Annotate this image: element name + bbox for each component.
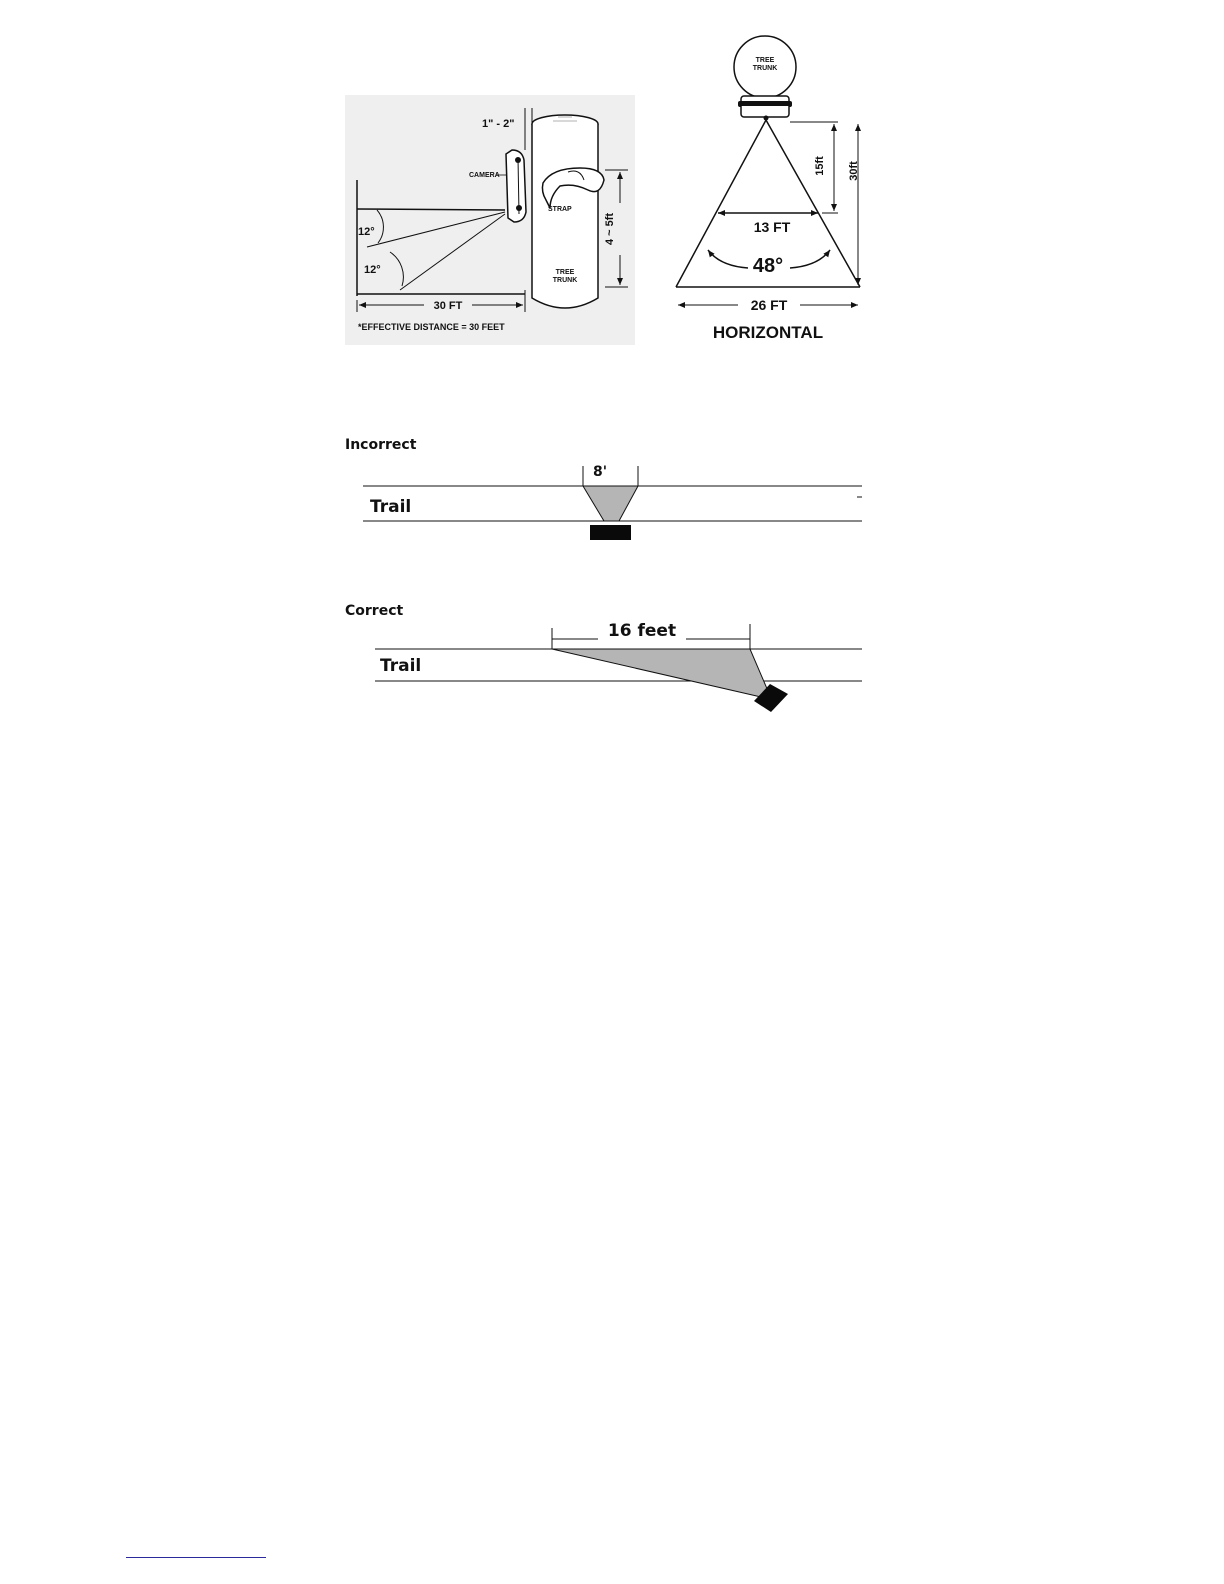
incorrect-camera (590, 525, 631, 540)
incorrect-width-label: 8' (593, 464, 608, 480)
camera-bolt-bottom (516, 205, 522, 211)
top-view-camera (741, 96, 789, 117)
correct-detection-zone (552, 649, 771, 698)
fov-angle-label: 48° (752, 255, 784, 277)
incorrect-placement-diagram (345, 437, 862, 540)
incorrect-heading: Incorrect (345, 437, 417, 453)
correct-heading: Correct (345, 603, 404, 619)
side-view-diagram (345, 95, 635, 345)
near-depth-label: 15ft (814, 156, 826, 176)
footer-rule (126, 1557, 266, 1558)
strap-label: STRAP (548, 206, 572, 213)
far-width-label: 26 FT (750, 297, 788, 313)
horizontal-caption: HORIZONTAL (712, 323, 824, 342)
far-depth-label: 30ft (848, 161, 860, 181)
top-view-diagram (676, 36, 860, 342)
top-detection-ray (357, 209, 505, 210)
top-trunk-label-line2: TRUNK (752, 65, 778, 72)
camera-lens (764, 116, 769, 121)
distance-label: 30 FT (433, 300, 463, 312)
gap-label: 1" - 2" (482, 118, 515, 130)
top-view-camera-band (741, 101, 789, 106)
correct-width-label: 16 feet (607, 621, 677, 641)
angle-bottom-label: 12° (364, 264, 381, 276)
angle-arc-right (790, 250, 830, 268)
effective-distance-note: *EFFECTIVE DISTANCE = 30 FEET (358, 322, 505, 332)
correct-placement-diagram (345, 603, 862, 712)
top-trunk-label-line1: TREE (755, 57, 775, 64)
height-label: 4 ~ 5ft (604, 212, 616, 246)
trunk-label-line1: TREE (555, 269, 575, 276)
camera-bolt-top (515, 157, 521, 163)
near-width-label: 13 FT (753, 219, 791, 235)
incorrect-trail-label: Trail (370, 497, 412, 517)
angle-arc-left (708, 250, 748, 268)
trunk-label-line2: TRUNK (552, 277, 578, 284)
correct-trail-label: Trail (380, 656, 422, 676)
incorrect-detection-zone (583, 486, 638, 521)
angle-top-label: 12° (358, 226, 375, 238)
camera-label: CAMERA (469, 172, 500, 179)
